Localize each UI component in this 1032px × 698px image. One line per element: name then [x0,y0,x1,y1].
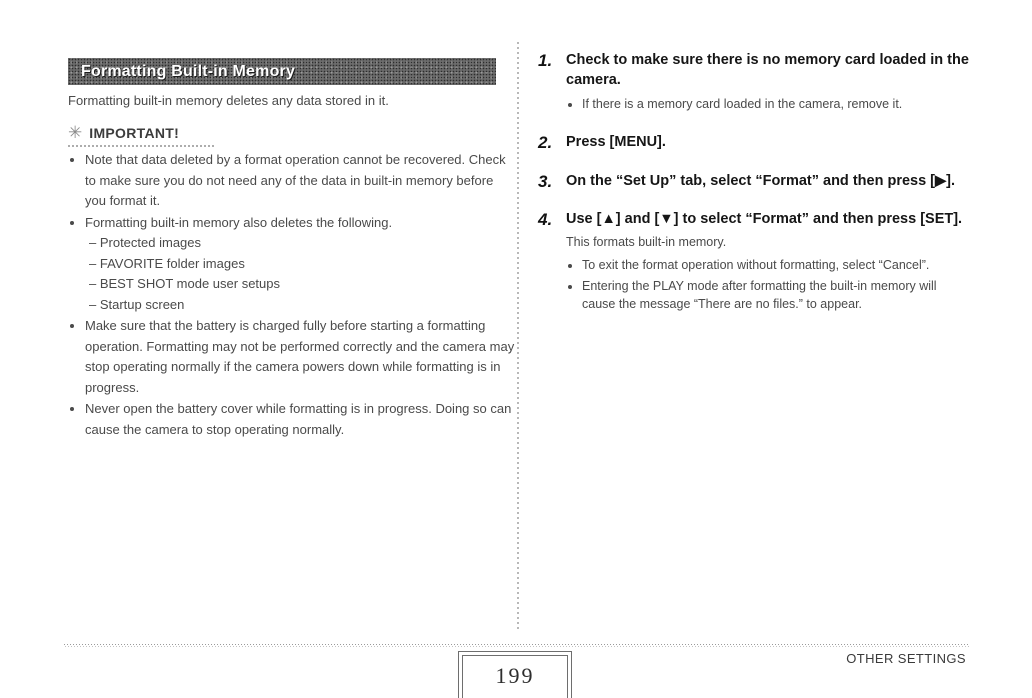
step-note: • If there is a memory card loaded in the camera, remove it. [582,95,972,114]
important-notes-list [68,150,517,441]
sub-list-item: – BEST SHOT mode user setups [89,276,280,292]
steps-column [538,50,972,333]
page-number-inner-frame [462,655,568,698]
sub-list-item: – Startup screen [89,296,185,312]
list-item-text: Formatting built-in memory also deletes the following. [85,214,393,230]
sub-list-item: – FAVORITE folder images [89,255,245,271]
step-notes [566,95,972,114]
step-2 [538,132,972,153]
important-heading [68,124,214,147]
sparkle-icon: ✳ [68,123,83,142]
list-item-text: Note that data deleted by a format operation cannot be recovered. Check to make sure you do not need any of the data in built-in memory before you format it. [85,152,506,209]
list-item-text: Never open the battery cover while formatting is in progress. Doing so can cause the camera to stop operating normally. [85,401,512,437]
step-number: 2. [538,133,553,153]
step-3 [538,171,972,192]
step-number: 3. [538,171,553,191]
step-notes [566,256,972,314]
page-number-box [458,651,572,698]
step-number: 4. [538,209,553,229]
step-note: • To exit the format operation without formatting, select “Cancel”. [582,256,972,275]
deleted-items-sublist [85,233,517,315]
step-title: Use [▲] and [▼] to select “Format” and then press [SET]. [566,210,963,227]
column-divider [517,42,519,630]
page-number: 199 [495,663,535,688]
section-title: Formatting Built-in Memory [81,62,296,80]
list-item [85,316,517,398]
step-number: 1. [538,51,553,70]
section-intro: Formatting built-in memory deletes any data stored in it. [68,93,389,108]
footer-section-label: OTHER SETTINGS [846,651,966,666]
step-1 [538,50,972,115]
step-title: Press [MENU]. [566,134,666,151]
step-note: • Entering the PLAY mode after formatting the built-in memory will cause the message “There are no files.” to appear. [582,277,972,315]
important-label: IMPORTANT! [89,124,180,141]
step-title: Check to make sure there is no memory card loaded in the camera. [566,52,969,89]
step-body: This formats built-in memory. [566,235,727,250]
list-item [85,150,517,212]
section-banner [68,58,496,85]
sub-list-item: – Protected images [89,235,202,251]
footer-divider [64,644,970,647]
list-item [85,213,517,316]
list-item [85,399,517,440]
step-4 [538,209,972,316]
list-item-text: Make sure that the battery is charged fully before starting a formatting operation. Formatting may not be performed correctly and the camera may stop operating normally if the camera powers down while formatting is in progress. [85,318,515,395]
step-title: On the “Set Up” tab, select “Format” and then press [▶]. [566,172,956,189]
